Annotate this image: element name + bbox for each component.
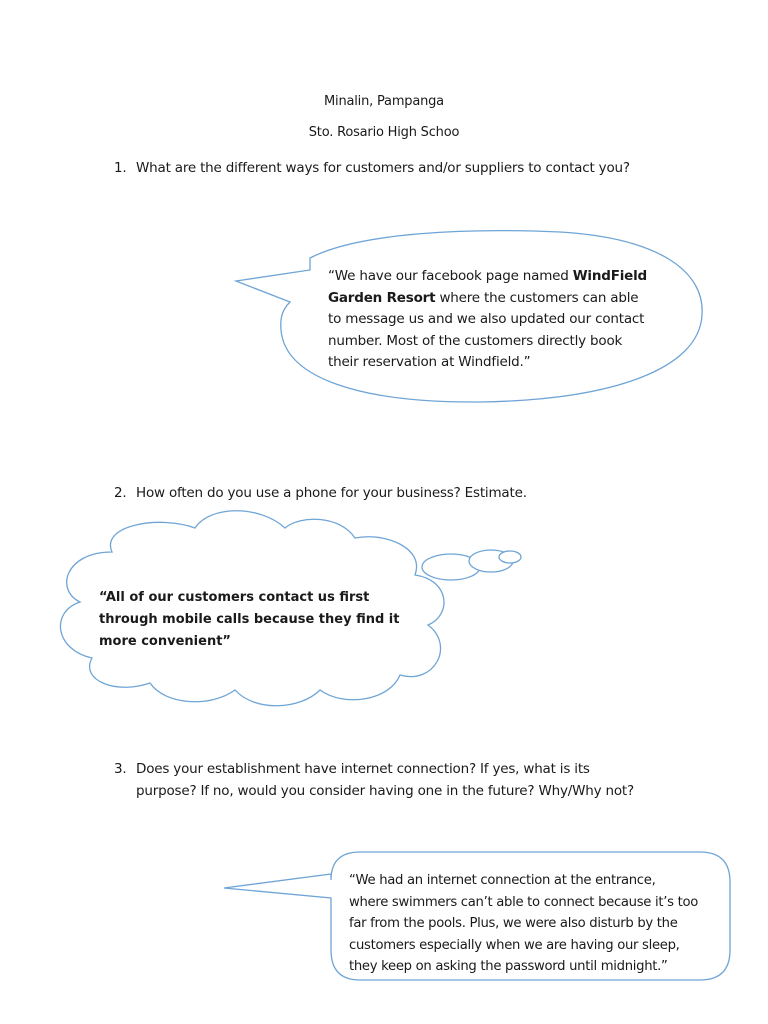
question-text: How often do you use a phone for your business? Estimate. [136, 485, 527, 501]
answer-2-line-2: through mobile calls because they find it [99, 612, 400, 627]
answer-1-intro: “We have our facebook page named [328, 268, 573, 284]
answer-2-text [99, 587, 419, 653]
question-number: 1. [114, 160, 127, 176]
answer-3-line-4: customers especially when we are having our sleep, [349, 937, 680, 953]
location-line: Minalin, Pampanga [324, 94, 444, 109]
answer-1-continuation: where the customers can able [435, 289, 639, 306]
answer-1-line-1 [328, 266, 688, 288]
resort-name-part-2: Garden Resort [328, 289, 436, 306]
question-text: What are the different ways for customers and/or suppliers to contact you? [136, 160, 630, 176]
answer-1-text [328, 266, 688, 374]
answer-3-line-2: where swimmers can’t able to connect because it’s too [349, 894, 699, 910]
resort-name-part-1: WindField [572, 268, 648, 284]
answer-3-line-1: “We had an internet connection at the entrance, [349, 873, 656, 888]
answer-1-line-3: to message us and we also updated our contact [328, 311, 645, 327]
answer-3-line-3: far from the pools. Plus, we were also disturb by the [349, 916, 678, 931]
question-number: 3. [114, 761, 127, 777]
answer-2-line-1: “All of our customers contact us first [99, 590, 370, 605]
question-number: 2. [114, 485, 127, 501]
answer-1-line-2 [328, 288, 688, 310]
question-text-line-1: Does your establishment have internet connection? If yes, what is its [136, 761, 590, 777]
answer-1-line-4: number. Most of the customers directly book [328, 332, 623, 349]
answer-3-line-5: they keep on asking the password until midnight.” [349, 959, 668, 974]
answer-3-text [349, 870, 734, 978]
school-line: Sto. Rosario High Schoo [308, 125, 460, 140]
answer-1-line-5: their reservation at Windfield.” [328, 354, 531, 370]
answer-2-line-3: more convenient” [99, 634, 231, 649]
question-text-line-2: purpose? If no, would you consider having one in the future? Why/Why not? [136, 783, 634, 799]
